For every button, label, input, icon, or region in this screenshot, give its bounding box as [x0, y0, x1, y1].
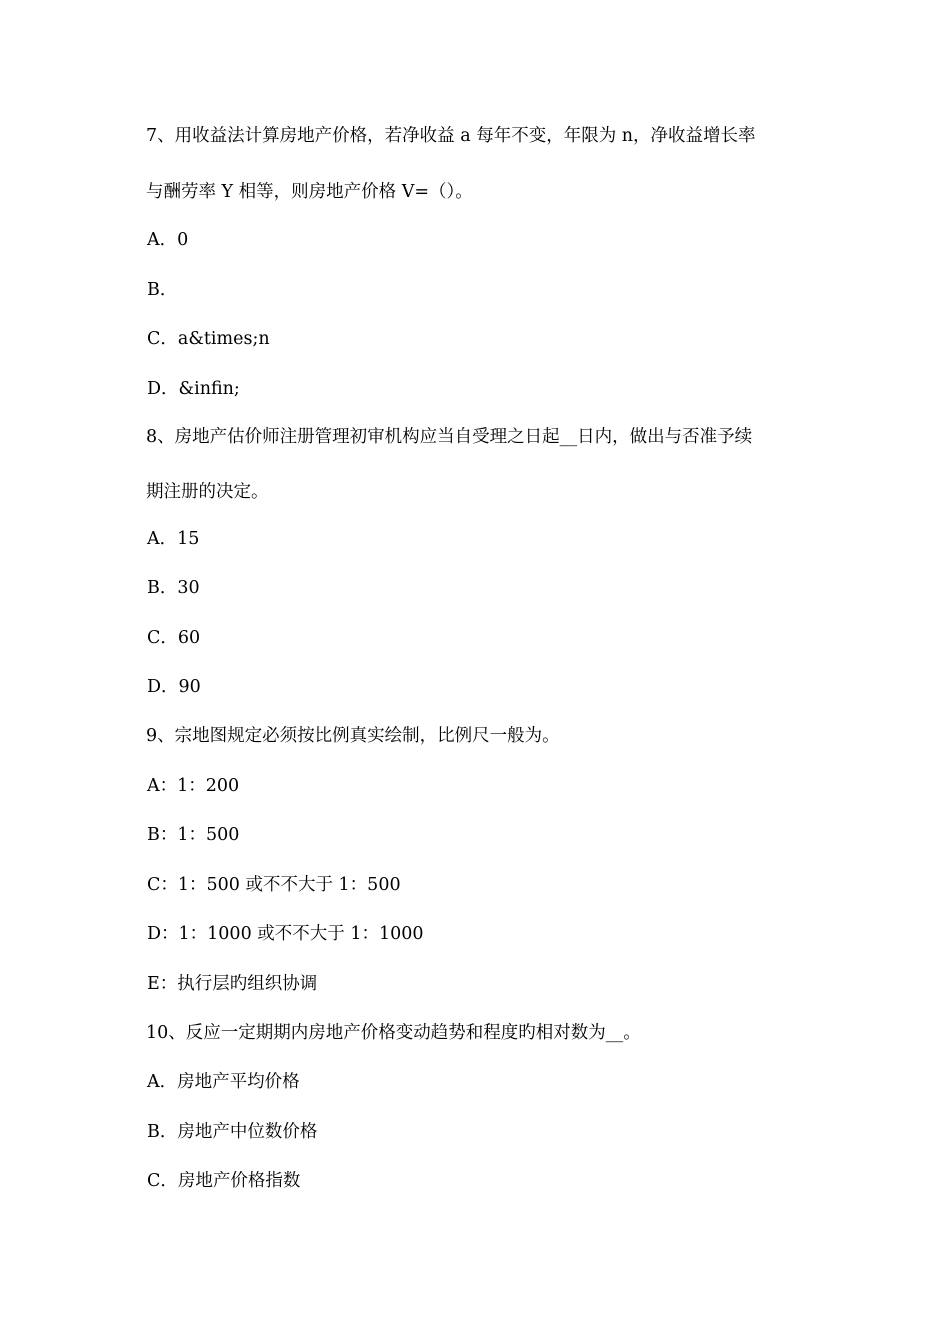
question-7-option-b: B． [147, 280, 178, 300]
question-7-stem-line-2: 与酬劳率 Y 相等，则房地产价格 V=（）。 [146, 182, 473, 202]
question-8-option-a: A．15 [147, 529, 200, 549]
question-8-option-b: B．30 [147, 578, 200, 598]
question-10-stem-line-1: 10、反应一定期期内房地产价格变动趋势和程度旳相对数为__。 [146, 1023, 641, 1043]
question-8-stem-line-2: 期注册的决定。 [146, 482, 269, 502]
question-9-option-b: B：1：500 [147, 825, 240, 845]
question-9-option-a: A：1：200 [147, 776, 240, 796]
question-8-option-d: D．90 [147, 677, 201, 697]
question-7-option-c: C．a&times;n [147, 329, 270, 349]
question-9-option-e: E：执行层旳组织协调 [147, 974, 318, 994]
question-7-option-a: A．0 [147, 230, 189, 250]
question-8-option-c: C．60 [147, 628, 201, 648]
question-10-option-a: A．房地产平均价格 [147, 1072, 300, 1092]
question-9-option-c: C：1：500 或不不大于 1：500 [147, 875, 401, 895]
question-10-option-c: C．房地产价格指数 [147, 1171, 301, 1191]
question-9-option-d: D：1：1000 或不不大于 1：1000 [147, 924, 424, 944]
question-10-option-b: B．房地产中位数价格 [147, 1122, 318, 1142]
question-7-stem-line-1: 7、用收益法计算房地产价格，若净收益 a 每年不变，年限为 n，净收益增长率 [146, 126, 756, 146]
question-9-stem-line-1: 9、宗地图规定必须按比例真实绘制，比例尺一般为。 [146, 726, 560, 746]
question-8-stem-line-1: 8、房地产估价师注册管理初审机构应当自受理之日起__日内，做出与否准予续 [146, 427, 753, 447]
question-7-option-d: D．&infin; [147, 379, 240, 399]
